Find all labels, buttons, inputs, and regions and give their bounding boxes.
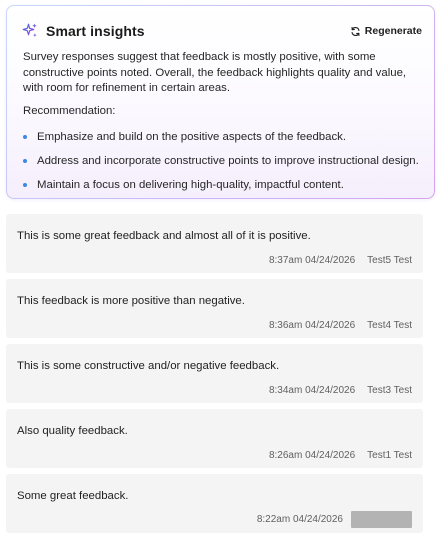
feedback-timestamp: 8:22am 04/24/2026: [256, 514, 343, 525]
feedback-timestamp: 8:36am 04/24/2026: [268, 320, 356, 331]
regenerate-button[interactable]: [350, 25, 422, 37]
feedback-author: Test3 Test: [367, 385, 412, 396]
feedback-text: This is some great feedback and almost all of it is positive.: [17, 230, 311, 242]
feedback-text: This feedback is more positive than negative.: [17, 295, 245, 307]
recommendation-text: Emphasize and build on the positive aspects of the feedback.: [37, 130, 347, 143]
recommendation-item: [21, 178, 419, 193]
feedback-timestamp: 8:37am 04/24/2026: [268, 255, 356, 266]
recommendation-label: Recommendation:: [23, 105, 116, 117]
bullet-icon: [23, 159, 27, 163]
feedback-timestamp: 8:34am 04/24/2026: [268, 385, 356, 396]
feedback-card: [6, 214, 423, 273]
smart-insights-panel: [6, 5, 435, 199]
feedback-meta: [269, 255, 412, 266]
recommendation-list: [21, 129, 419, 202]
feedback-timestamp: 8:26am 04/24/2026: [268, 450, 356, 461]
regenerate-label: Regenerate: [364, 25, 422, 37]
feedback-text: This is some constructive and/or negative feedback.: [17, 360, 280, 372]
feedback-card: [6, 279, 423, 338]
feedback-meta: [257, 511, 412, 528]
feedback-card: [6, 409, 423, 468]
sparkle-icon: [21, 22, 39, 40]
redacted-author: [351, 511, 412, 528]
refresh-icon: [350, 26, 361, 37]
feedback-author: Test4 Test: [367, 320, 412, 331]
feedback-meta: [269, 450, 412, 461]
feedback-meta: [269, 385, 412, 396]
feedback-card: [6, 474, 423, 533]
feedback-text: Some great feedback.: [17, 490, 129, 502]
bullet-icon: [23, 135, 27, 139]
smart-insights-title: Smart insights: [46, 23, 145, 39]
recommendation-item: [21, 129, 419, 144]
feedback-author: Test1 Test: [367, 450, 412, 461]
feedback-card: [6, 344, 423, 403]
smart-insights-header: [21, 21, 422, 41]
recommendation-text: Maintain a focus on delivering high-quality, impactful content.: [37, 179, 344, 192]
feedback-author: Test5 Test: [367, 255, 412, 266]
recommendation-text: Address and incorporate constructive points to improve instructional design.: [37, 154, 419, 167]
insights-summary: Survey responses suggest that feedback is mostly positive, with some constructive points noted. Overall, the feedback highlights quality and value, with room for refinement in certain areas.: [23, 51, 407, 95]
bullet-icon: [23, 183, 27, 187]
feedback-meta: [269, 320, 412, 331]
recommendation-item: [21, 153, 419, 168]
feedback-text: Also quality feedback.: [17, 425, 128, 437]
